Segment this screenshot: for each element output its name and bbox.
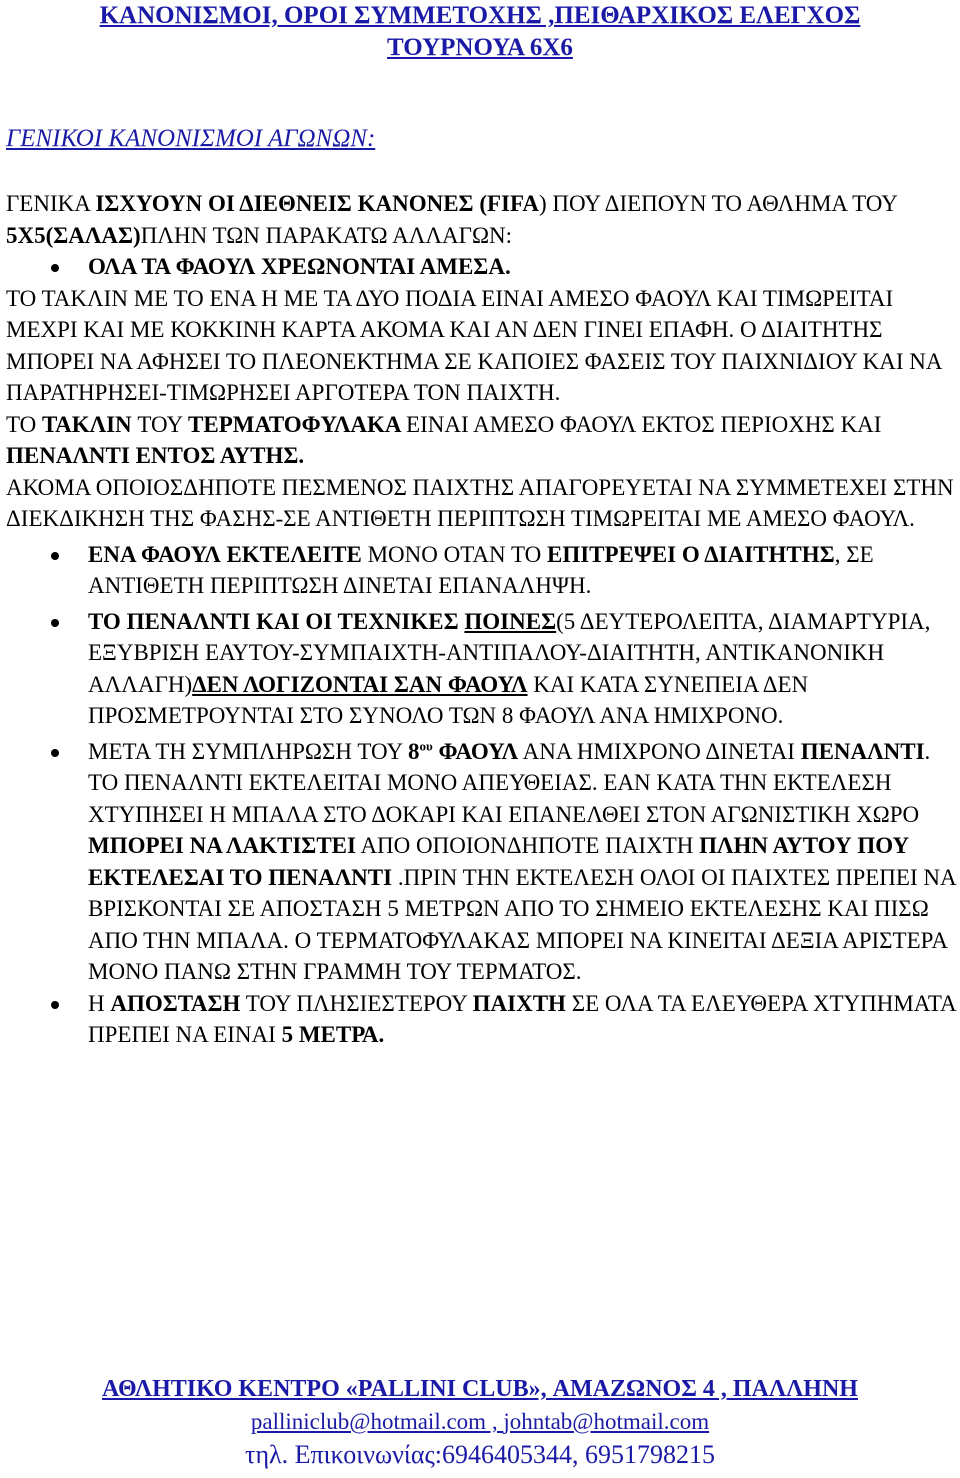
tackle-paragraph: ΤΟ ΤΑΚΛΙΝ ΜΕ ΤΟ ΕΝΑ Η ΜΕ ΤΑ ΔΥΟ ΠΟΔΙΑ ΕΙΝΑΙ ΑΜΕΣΟ ΦΑΟΥΛ ΚΑΙ ΤΙΜΩΡΕΙΤΑΙ ΜΕΧΡΙ ΚΑΙ ΜΕ ΚΟΚΚΙΝΗ ΚΑΡΤΑ ΑΚΟΜΑ ΚΑΙ ΑΝ ΔΕΝ ΓΙΝΕΙ ΕΠΑΦΗ. Ο ΔΙΑΙΤΗΤΗΣ ΜΠΟΡΕΙ ΝΑ ΑΦΗΣΕΙ ΤΟ ΠΛΕΟΝΕΚΤΗΜΑ ΣΕ ΚΑΠΟΙΕΣ ΦΑΣΕΙΣ ΤΟΥ ΠΑΙΧΝΙΔΙΟΥ ΚΑΙ ΝΑ ΠΑΡΑΤΗΡΗΣΕΙ-ΤΙΜΩΡΗΣΕΙ ΑΡΓΟΤΕΡΑ ΤΟΝ ΠΑΙΧΤΗ.: [6, 285, 942, 405]
footer-phone: τηλ. Επικοινωνίας:6946405344, 6951798215: [245, 1440, 715, 1469]
bullet-free-kick-distance: Η ΑΠΟΣΤΑΣΗ ΤΟΥ ΠΛΗΣΙΕΣΤΕΡΟΥ ΠΑΙΧΤΗ ΣΕ ΟΛΑ ΤΑ ΕΛΕΥΘΕΡΑ ΧΤΥΠΗΜΑΤΑ ΠΡΕΠΕΙ ΝΑ ΕΙΝΑΙ 5 ΜΕΤΡΑ.: [6, 988, 956, 1051]
bullet-icon: [51, 619, 59, 627]
footer-emails: palliniclub@hotmail.com , johntab@hotmail.com: [250, 1409, 710, 1434]
footer-address: ΑΘΛΗΤΙΚΟ ΚΕΝΤΡΟ «PALLINI CLUB», ΑΜΑΖΩΝΟΣ 4 , ΠΑΛΛΗΝΗ: [102, 1376, 858, 1402]
rules-body: [6, 188, 956, 1051]
bullet-icon: [51, 552, 59, 560]
document-title: [0, 0, 960, 64]
bullet-icon: [51, 1001, 59, 1009]
bullet-penalty-rules: ΜΕΤΑ ΤΗ ΣΥΜΠΛΗΡΩΣΗ ΤΟΥ $8^{o\upsilon}$ ΦΑΟΥΛ ΑΝΑ ΗΜΙΧΡΟΝΟ ΔΙΝΕΤΑΙ ΠΕΝΑΛΝΤΙ. ΤΟ ΠΕΝΑΛΝΤΙ ΕΚΤΕΛΕΙΤΑΙ ΜΟΝΟ ΑΠΕΥΘΕΙΑΣ. ΕΑΝ ΚΑΤΑ ΤΗΝ ΕΚΤΕΛΕΣΗ ΧΤΥΠΗΣΕΙ Η ΜΠΑΛΑ ΣΤΟ ΔΟΚΑΡΙ ΚΑΙ ΕΠΑΝΕΛΘΕΙ ΣΤΟΝ ΑΓΩΝΙΣΤΙΚΗ ΧΩΡΟ ΜΠΟΡΕΙ ΝΑ ΛΑΚΤΙΣΤΕΙ ΑΠΟ ΟΠΟΙΟΝΔΗΠΟΤΕ ΠΑΙΧΤΗ ΠΛΗΝ ΑΥΤΟΥ ΠΟΥ ΕΚΤΕΛΕΣΑΙ ΤΟ ΠΕΝΑΛΝΤΙ .ΠΡΙΝ ΤΗΝ ΕΚΤΕΛΕΣΗ ΟΛΟΙ ΟΙ ΠΑΙΧΤΕΣ ΠΡΕΠΕΙ ΝΑ ΒΡΙΣΚΟΝΤΑΙ ΣΕ ΑΠΟΣΤΑΣΗ 5 ΜΕΤΡΩΝ ΑΠΟ ΤΟ ΣΗΜΕΙΟ ΕΚΤΕΛΕΣΗΣ ΚΑΙ ΠΙΣΩ ΑΠΟ ΤΗΝ ΜΠΑΛΑ. Ο ΤΕΡΜΑΤΟΦΥΛΑΚΑΣ ΜΠΟΡΕΙ ΝΑ ΚΙΝΕΙΤΑΙ ΔΕΞΙΑ ΑΡΙΣΤΕΡΑ ΜΟΝΟ ΠΑΝΩ ΣΤΗΝ ΓΡΑΜΜΗ ΤΟΥ ΤΕΡΜΑΤΟΣ.: [6, 736, 956, 988]
section-heading: ΓΕΝΙΚΟΙ ΚΑΝΟΝΙΣΜΟΙ ΑΓΩΝΩΝ:: [6, 125, 376, 152]
fallen-player-paragraph: ΑΚΟΜΑ ΟΠΟΙΟΣΔΗΠΟΤΕ ΠΕΣΜΕΝΟΣ ΠΑΙΧΤΗΣ ΑΠΑΓΟΡΕΥΕΤΑΙ ΝΑ ΣΥΜΜΕΤΕΧΕΙ ΣΤΗΝ ΔΙΕΚΔΙΚΗΣΗ ΤΗΣ ΦΑΣΗΣ-ΣΕ ΑΝΤΙΘΕΤΗ ΠΕΡΙΠΤΩΣΗ ΤΙΜΩΡΕΙΤΑΙ ΜΕ ΑΜΕΣΟ ΦΑΟΥΛ.: [6, 474, 954, 531]
title-line-1: ΚΑΝΟΝΙΣΜΟΙ, ΟΡΟΙ ΣΥΜΜΕΤΟΧΗΣ ,ΠΕΙΘΑΡΧΙΚΟΣ ΕΛΕΓΧΟΣ: [99, 2, 861, 29]
bullet-technical-penalties: ΤΟ ΠΕΝΑΛΝΤΙ ΚΑΙ ΟΙ ΤΕΧΝΙΚΕΣ ΠΟΙΝΕΣ(5 ΔΕΥΤΕΡΟΛΕΠΤΑ, ΔΙΑΜΑΡΤΥΡΙΑ, ΕΞΥΒΡΙΣΗ ΕΑΥΤΟΥ-ΣΥΜΠΑΙΧΤΗ-ΑΝΤΙΠΑΛΟΥ-ΔΙΑΙΤΗΤΗ, ΑΝΤΙΚΑΝΟΝΙΚΗ ΑΛΛΑΓΗ)ΔΕΝ ΛΟΓΙΖΟΝΤΑΙ ΣΑΝ ΦΑΟΥΛ ΚΑΙ ΚΑΤΑ ΣΥΝΕΠΕΙΑ ΔΕΝ ΠΡΟΣΜΕΤΡΟΥΝΤΑΙ ΣΤΟ ΣΥΝΟΛΟ ΤΩΝ 8 ΦΑΟΥΛ ΑΝΑ ΗΜΙΧΡΟΝΟ.: [6, 606, 956, 732]
bullet-icon: [51, 264, 59, 272]
bullet-icon: [51, 749, 59, 757]
bullet-direct-fouls: ΟΛΑ ΤΑ ΦΑΟΥΛ ΧΡΕΩΝΟΝΤΑΙ ΑΜΕΣΑ.: [6, 251, 956, 283]
email-link-1[interactable]: palliniclub@hotmail.com: [250, 1409, 487, 1434]
title-line-2: ΤΟΥΡΝΟΥΑ 6Χ6: [387, 34, 573, 61]
email-link-2[interactable]: johntab@hotmail.com: [503, 1409, 710, 1434]
intro-paragraph: ΓΕΝΙΚΑ ΙΣΧΥΟΥΝ ΟΙ ΔΙΕΘΝΕΙΣ ΚΑΝΟΝΕΣ (FIFA) ΠΟΥ ΔΙΕΠΟΥΝ ΤΟ ΑΘΛΗΜΑ ΤΟΥ 5Χ5(ΣΑΛΑΣ)ΠΛΗΝ ΤΩΝ ΠΑΡΑΚΑΤΩ ΑΛΛΑΓΩΝ:: [6, 191, 897, 248]
footer: [0, 1372, 960, 1472]
bullet-foul-execution: ΕΝΑ ΦΑΟΥΛ ΕΚΤΕΛΕΙΤΕ ΜΟΝΟ ΟΤΑΝ ΤΟ ΕΠΙΤΡΕΨΕΙ Ο ΔΙΑΙΤΗΤΗΣ, ΣΕ ΑΝΤΙΘΕΤΗ ΠΕΡΙΠΤΩΣΗ ΔΙΝΕΤΑΙ ΕΠΑΝΑΛΗΨΗ.: [6, 539, 956, 602]
goalkeeper-paragraph: ΤΟ ΤΑΚΛΙΝ ΤΟΥ ΤΕΡΜΑΤΟΦΥΛΑΚΑ ΕΙΝΑΙ ΑΜΕΣΟ ΦΑΟΥΛ ΕΚΤΟΣ ΠΕΡΙΟΧΗΣ ΚΑΙ ΠΕΝΑΛΝΤΙ ΕΝΤΟΣ ΑΥΤΗΣ.: [6, 411, 882, 468]
